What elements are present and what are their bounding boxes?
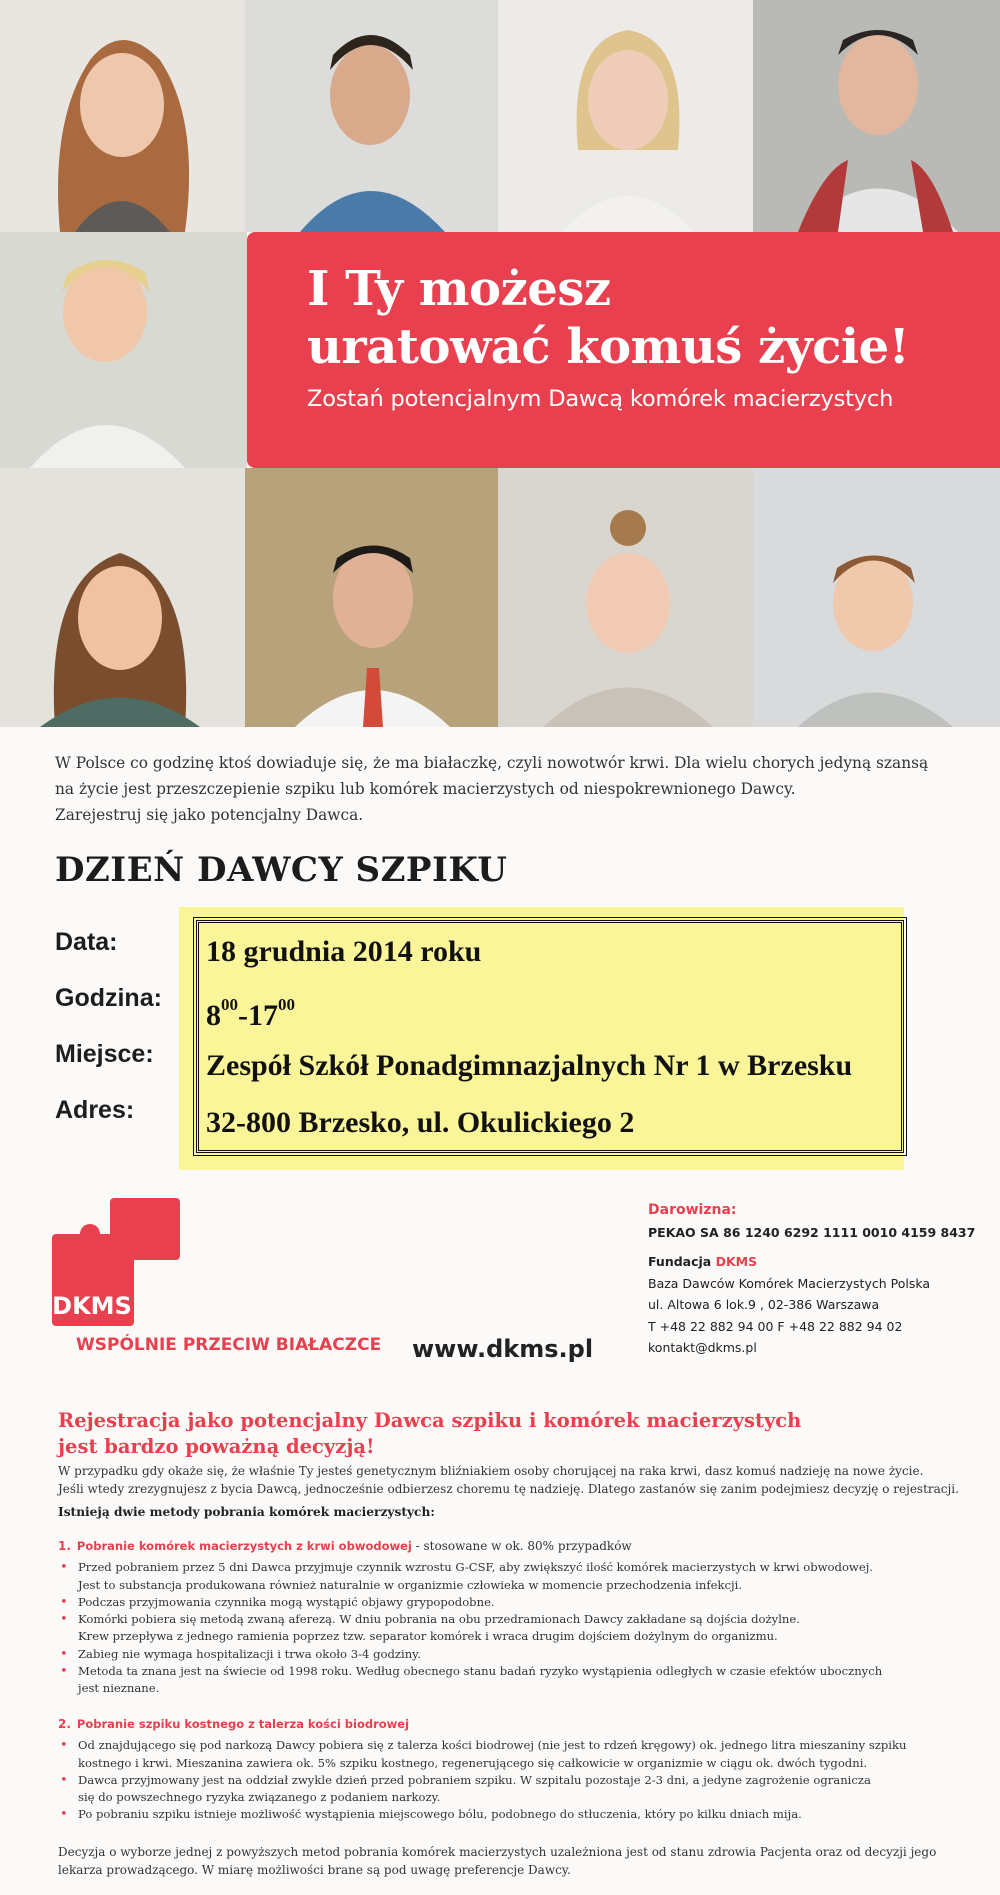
intro-paragraph bbox=[55, 750, 955, 828]
headline-line-1: I Ty możesz bbox=[307, 261, 611, 317]
method-suffix: - stosowane w ok. 80% przypadków bbox=[411, 1539, 632, 1553]
portrait-photo-woman-1 bbox=[0, 0, 245, 232]
portrait-photo-woman-5 bbox=[498, 468, 753, 727]
methods-title: Istnieją dwie metody pobrania komórek macierzystych: bbox=[58, 1505, 435, 1519]
event-time bbox=[206, 987, 852, 1044]
list-item: • Podczas przyjmowania czynnika mogą wystąpić objawy grypopodobne. bbox=[58, 1594, 882, 1611]
place-label: Miejsce: bbox=[55, 1040, 154, 1068]
portrait-photo-woman-2 bbox=[498, 0, 753, 232]
list-item: • Po pobraniu szpiku istnieje możliwość wystąpienia miejscowego bólu, podobnego do stłuczenia, który po kilku dniach mija. bbox=[58, 1806, 907, 1823]
address-label: Adres: bbox=[55, 1096, 135, 1124]
time-start-minutes: 00 bbox=[221, 995, 238, 1014]
registration-title-line: jest bardzo poważną decyzją! bbox=[58, 1435, 375, 1458]
headline-banner bbox=[247, 232, 1000, 468]
registration-title-line: Rejestracja jako potencjalny Dawca szpiku i komórek macierzystych bbox=[58, 1409, 802, 1432]
event-place: Zespół Szkół Ponadgimnazjalnych Nr 1 w Brzesku bbox=[206, 1049, 853, 1082]
portrait-photo-man-1 bbox=[245, 0, 498, 232]
registration-intro-line: Jeśli wtedy zrezygnujesz z bycia Dawcą, jednocześnie odbierzesz choremu tę nadzieję. Dlatego zastanów się zanim podejmiesz decyzję o rejestracji. bbox=[58, 1482, 959, 1496]
registration-intro bbox=[58, 1462, 959, 1498]
method-title: Pobranie szpiku kostnego z talerza kości biodrowej bbox=[76, 1717, 410, 1731]
event-details bbox=[206, 930, 852, 1158]
intro-line: na życie jest przeszczepienie szpiku lub komórek macierzystych od niespokrewnionego Dawcy. bbox=[55, 780, 796, 798]
list-item: • Od znajdującego się pod narkozą Dawcy pobiera się z talerza kości biodrowej (nie jest to rdzeń kręgowy) ok. jednego litra mieszaniny szpiku kostnego i krwi. Mieszanina zawiera ok. 5% szpiku kostnego, regenerującego się całkowicie w organizmie w ciągu ok. dwóch tygodni. bbox=[58, 1737, 907, 1772]
method-2-list bbox=[58, 1737, 907, 1823]
closing-line: Decyzja o wyborze jednej z powyższych metod pobrania komórek macierzystych uzależniona jest od stanu zdrowia Pacjenta oraz od decyzji jego bbox=[58, 1845, 937, 1859]
closing-line: lekarza prowadzącego. W miarę możliwości brane są pod uwagę preferencje Dawcy. bbox=[58, 1863, 571, 1877]
intro-line: W Polsce co godzinę ktoś dowiaduje się, że ma białaczkę, czyli nowotwór krwi. Dla wielu chorych jedyną szansą bbox=[55, 754, 929, 772]
time-start-hour: 8 bbox=[206, 999, 221, 1032]
registration-intro-line: W przypadku gdy okaże się, że właśnie Ty jesteś genetycznym bliźniakiem osoby chorującej na raka krwi, dasz komuś nadzieję na nowe życie. bbox=[58, 1464, 924, 1478]
website-link[interactable]: www.dkms.pl bbox=[412, 1335, 594, 1363]
time-end-minutes: 00 bbox=[278, 995, 295, 1014]
time-separator: - bbox=[238, 999, 248, 1032]
event-title: DZIEŃ DAWCY SZPIKU bbox=[55, 850, 508, 890]
logo-tagline: WSPÓLNIE PRZECIW BIAŁACZCE bbox=[76, 1335, 382, 1355]
list-item: • Dawca przyjmowany jest na oddział zwykle dzień przed pobraniem szpiku. W szpitalu pozostaje 2-3 dni, a jedyne zagrożenie ogranicza się do powszechnego ryzyka związanego z podaniem narkozy. bbox=[58, 1772, 907, 1807]
intro-line: Zarejestruj się jako potencjalny Dawca. bbox=[55, 806, 364, 824]
foundation-name bbox=[648, 1251, 975, 1273]
list-item: • Przed pobraniem przez 5 dni Dawca przyjmuje czynnik wzrostu G-CSF, aby zwiększyć ilość komórek macierzystych w krwi obwodowej. Jest to substancja produkowana również naturalnie w organizmie człowieka w momencie przechodzenia infekcji. bbox=[58, 1559, 882, 1594]
event-date: 18 grudnia 2014 roku bbox=[206, 935, 482, 968]
method-1-heading bbox=[58, 1538, 882, 1555]
method-2-heading bbox=[58, 1716, 907, 1733]
method-number: 1. bbox=[58, 1539, 71, 1553]
headline-subtitle: Zostań potencjalnym Dawcą komórek macierzystych bbox=[307, 386, 894, 412]
dkms-logo bbox=[52, 1198, 180, 1328]
method-title: Pobranie komórek macierzystych z krwi obwodowej bbox=[76, 1539, 412, 1553]
foundation-prefix: Fundacja bbox=[648, 1254, 716, 1269]
method-1-list bbox=[58, 1559, 882, 1697]
portrait-photo-boy bbox=[753, 468, 1000, 727]
foundation-brand: DKMS bbox=[715, 1254, 758, 1269]
logo-text: DKMS bbox=[52, 1292, 132, 1320]
list-item: • Komórki pobiera się metodą zwaną aferezą. W dniu pobrania na obu przedramionach Dawcy zakładane są dojścia dożylne. Krew przepływa z jednego ramienia poprzez tzw. separator komórek i wraca drugim dojściem dożylnym do organizmu. bbox=[58, 1611, 882, 1646]
portrait-photo-woman-3 bbox=[0, 232, 247, 468]
portrait-photo-woman-4 bbox=[0, 468, 245, 727]
date-label: Data: bbox=[55, 928, 118, 956]
portrait-photo-man-3 bbox=[245, 468, 498, 727]
list-item: • Zabieg nie wymaga hospitalizacji i trwa około 3-4 godziny. bbox=[58, 1646, 882, 1663]
foundation-org: Baza Dawców Komórek Macierzystych Polska bbox=[648, 1275, 931, 1291]
headline-line-2: uratować komuś życie! bbox=[307, 319, 910, 375]
list-item: • Metoda ta znana jest na świecie od 1998 roku. Według obecnego stanu badań ryzyko wystąpienia odległych w czasie efektów ubocznych jest nieznane. bbox=[58, 1663, 882, 1698]
time-label: Godzina: bbox=[55, 984, 162, 1012]
method-2-section bbox=[58, 1716, 907, 1824]
method-1-section bbox=[58, 1538, 882, 1698]
registration-title bbox=[58, 1408, 801, 1460]
time-end-hour: 17 bbox=[248, 999, 278, 1032]
closing-note bbox=[58, 1843, 936, 1879]
donation-info bbox=[648, 1200, 975, 1359]
foundation-email[interactable]: kontakt@dkms.pl bbox=[648, 1340, 757, 1355]
donation-label: Darowizna: bbox=[648, 1202, 737, 1218]
event-labels bbox=[55, 928, 162, 1152]
foundation-phone: T +48 22 882 94 00 F +48 22 882 94 02 bbox=[648, 1318, 903, 1334]
portrait-photo-man-2 bbox=[753, 0, 1000, 232]
method-number: 2. bbox=[58, 1717, 71, 1731]
foundation-street: ul. Altowa 6 lok.9 , 02-386 Warszawa bbox=[648, 1297, 880, 1312]
bank-account: PEKAO SA 86 1240 6292 1111 0010 4159 8437 bbox=[648, 1224, 976, 1240]
event-address: 32-800 Brzesko, ul. Okulickiego 2 bbox=[206, 1106, 635, 1139]
portrait-grid bbox=[0, 0, 1000, 727]
